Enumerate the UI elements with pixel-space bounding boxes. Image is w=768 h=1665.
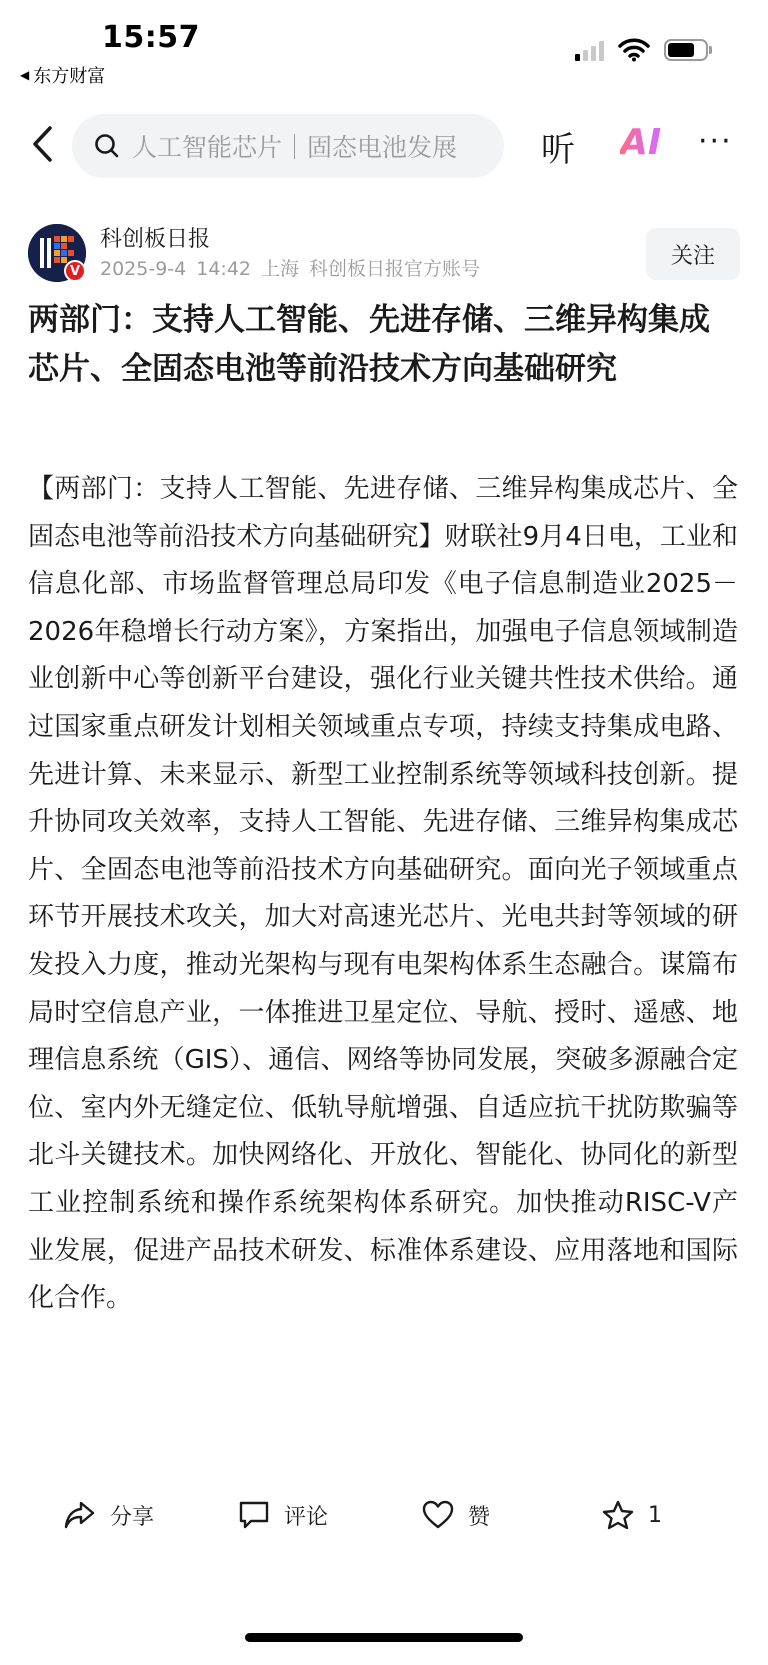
share-icon (64, 1500, 96, 1530)
status-icons (575, 38, 708, 62)
like-label: 赞 (468, 1504, 491, 1530)
back-button[interactable] (22, 118, 62, 170)
heart-icon (422, 1500, 454, 1530)
back-triangle-icon: ◀ (20, 68, 30, 82)
share-label: 分享 (110, 1504, 155, 1530)
back-to-app-link[interactable] (20, 62, 105, 88)
star-icon (602, 1500, 634, 1530)
search-input[interactable] (72, 114, 504, 178)
cellular-signal-icon (575, 39, 604, 61)
listen-button[interactable]: 听 (541, 130, 575, 170)
more-options-button[interactable]: ··· (698, 124, 733, 159)
chevron-left-icon (31, 125, 53, 163)
ai-button[interactable]: AI (620, 122, 662, 163)
search-icon (94, 133, 120, 159)
author-name[interactable]: 科创板日报 (100, 227, 211, 252)
home-indicator[interactable] (245, 1633, 523, 1642)
nav-bar (0, 108, 768, 180)
account-description: 科创板日报官方账号 (309, 258, 481, 280)
search-placeholder: 人工智能芯片｜固态电池发展 (132, 133, 458, 162)
battery-icon (664, 39, 708, 61)
publish-date: 2025-9-4 (100, 258, 187, 280)
article-title: 两部门：支持人工智能、先进存储、三维异构集成芯片、全固态电池等前沿技术方向基础研究 (28, 302, 710, 387)
share-button[interactable] (64, 1480, 154, 1550)
status-bar (0, 0, 768, 96)
action-bar (0, 1480, 768, 1560)
wifi-icon (618, 38, 650, 62)
favorite-button[interactable] (602, 1480, 662, 1550)
comment-button[interactable] (238, 1480, 328, 1550)
back-app-label: 东方财富 (33, 66, 106, 87)
publish-location: 上海 (261, 258, 300, 280)
author-meta (100, 254, 490, 281)
comment-label: 评论 (284, 1504, 329, 1530)
verified-badge: V (64, 260, 86, 282)
follow-button[interactable]: 关注 (646, 228, 740, 280)
comment-icon (238, 1500, 270, 1530)
publish-time: 14:42 (196, 258, 252, 280)
article-body: 【两部门：支持人工智能、先进存储、三维异构集成芯片、全固态电池等前沿技术方向基础研究】财联社9月4日电，工业和信息化部、市场监督管理总局印发《电子信息制造业2025－2026年稳增长行动方案》，方案指出，加强电子信息领域制造业创新中心等创新平台建设，强化行业关键共性技术供给。通过国家重点研发计划相关领域重点专项，持续支持集成电路、先进计算、未来显示、新型工业控制系统等领域科技创新。提升协同攻关效率，支持人工智能、先进存储、三维异构集成芯片、全固态电池等前沿技术方向基础研究。面向光子领域重点环节开展技术攻关，加大对高速光芯片、光电共封等领域的研发投入力度，推动光架构与现有电架构体系生态融合。谋篇布局时空信息产业，一体推进卫星定位、导航、授时、遥感、地理信息系统（GIS）、通信、网络等协同发展，突破多源融合定位、室内外无缝定位、低轨导航增强、自适应抗干扰防欺骗等北斗关键技术。加快网络化、开放化、智能化、协同化的新型工业控制系统和操作系统架构体系研究。加快推动RISC-V产业发展，促进产品技术研发、标准体系建设、应用落地和国际化合作。 (28, 474, 738, 1314)
status-time: 15:57 (102, 20, 200, 55)
like-button[interactable] (422, 1480, 490, 1550)
favorite-count: 1 (648, 1502, 662, 1528)
author-row (28, 222, 740, 284)
